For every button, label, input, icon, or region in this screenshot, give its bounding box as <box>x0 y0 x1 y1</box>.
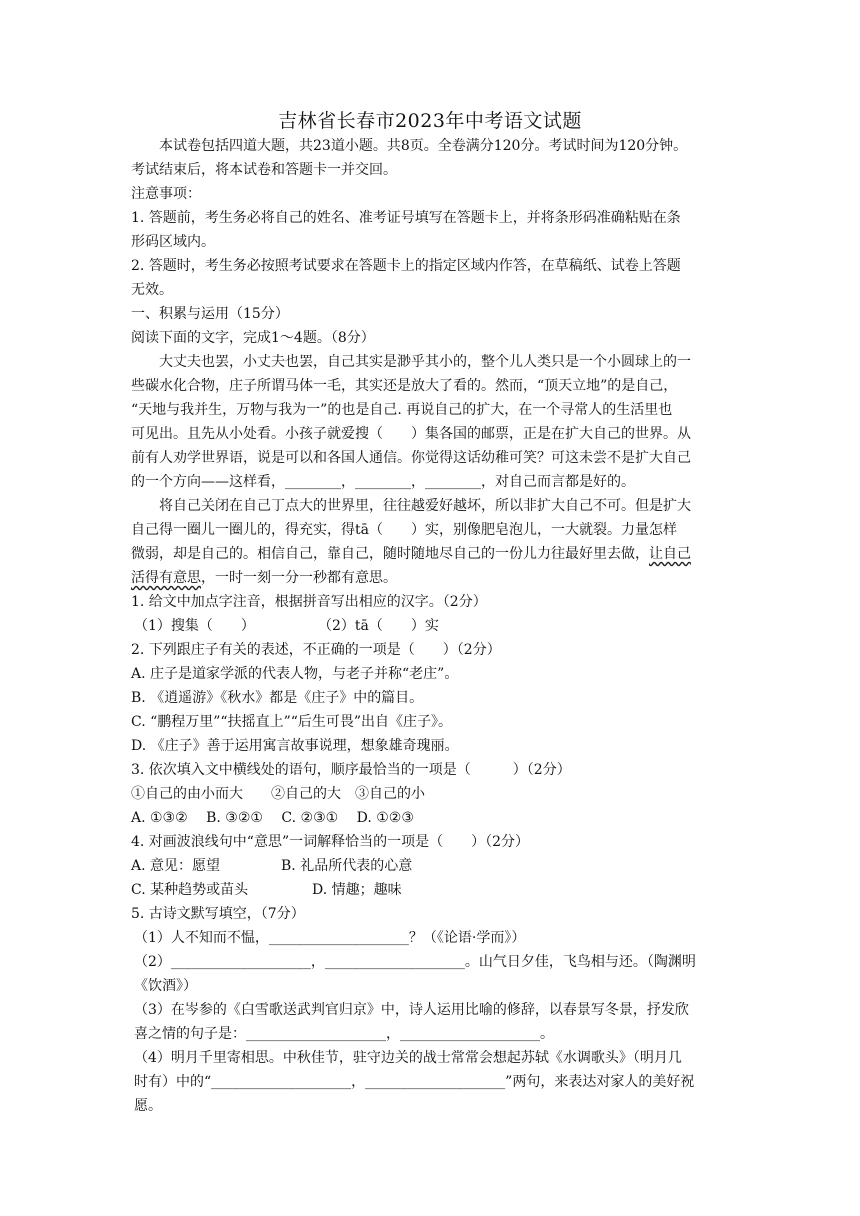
notice-item: 无效。 <box>131 282 173 298</box>
question-3-items: ①自己的由小而大 ②自己的大 ③自己的小 <box>131 786 425 802</box>
question-4-option: A. 意见：愿望 <box>131 858 221 874</box>
question-4-option: D. 情趣；趣味 <box>312 882 402 898</box>
question-5-line: 喜之情的句子是：____________________，____________________。 <box>134 1026 554 1042</box>
question-1-stem: 1. 给文中加点字注音，根据拼音写出相应的汉字。（2分） <box>131 594 487 610</box>
question-3-options: A. ①③② B. ③②① C. ②③① D. ①②③ <box>131 810 414 826</box>
question-4-option: B. 礼品所代表的心意 <box>281 858 413 874</box>
question-2-option: C. “鹏程万里”“扶摇直上”“后生可畏”出自《庄子》。 <box>131 714 453 730</box>
question-2-option: A. 庄子是道家学派的代表人物，与老子并称“老庄”。 <box>131 666 459 682</box>
passage-line: 可见出。且先从小处看。小孩子就爱搜（ ）集各国的邮票，正是在扩大自己的世界。从 <box>131 426 691 442</box>
passage-line: 大丈夫也罢，小丈夫也罢，自己其实是渺乎其小的，整个儿人类只是一个小圆球上的一 <box>159 354 691 370</box>
notice-heading: 注意事项： <box>131 186 201 202</box>
passage-line: 前有人劝学世界语，说是可以和各国人通信。你觉得这话幼稚可笑？可这未尝不是扩大自己 <box>131 450 691 466</box>
question-5-line: 愿。 <box>134 1098 162 1114</box>
notice-item: 2. 答题时，考生务必按照考试要求在答题卡上的指定区域内作答，在草稿纸、试卷上答题 <box>131 258 681 274</box>
question-2-option: B. 《逍遥游》《秋水》都是《庄子》中的篇目。 <box>131 690 424 706</box>
question-4-stem: 4. 对画波浪线句中“意思”一词解释恰当的一项是（ ）（2分） <box>131 834 530 850</box>
passage-text: 微弱，却是自己的。相信自己，靠自己，随时随地尽自己的一份儿力往最好里去做， <box>131 546 649 562</box>
section-instruction: 阅读下面的文字，完成1～4题。（8分） <box>131 330 375 346</box>
question-1-item-a: （1）搜集（ ） <box>134 618 255 634</box>
question-5-stem: 5. 古诗文默写填空，（7分） <box>131 906 305 922</box>
question-4-option: C. 某种趋势或苗头 <box>131 882 249 898</box>
passage-line <box>131 542 731 566</box>
question-5-line: 时有）中的“____________________，____________________”两句，来表达对家人的美好祝 <box>134 1074 695 1090</box>
question-2-stem: 2. 下列跟庄子有关的表述，不正确的一项是（ ）（2分） <box>131 642 501 658</box>
intro-line: 考试结束后，将本试卷和答题卡一并交回。 <box>131 162 397 178</box>
notice-item: 形码区域内。 <box>131 234 215 250</box>
intro-line: 本试卷包括四道大题，共23道小题。共8页。全卷满分120分。考试时间为120分钟。 <box>159 138 688 154</box>
question-1-item-b: （2）tā（ ）实 <box>318 618 439 634</box>
question-2-option: D. 《庄子》善于运用寓言故事说理，想象雄奇瑰丽。 <box>131 738 459 754</box>
passage-line: 的一个方向——这样看，________，________，________，对自己而言都是好的。 <box>131 474 635 490</box>
wavy-underlined-text: 活得有意思 <box>131 570 201 586</box>
wavy-underlined-text: 让自己 <box>649 546 691 562</box>
question-5-line: （2）____________________，____________________。山气日夕佳，飞鸟相与还。（陶渊明 <box>134 954 696 970</box>
passage-line: 自己得一圈儿一圈儿的，得充实，得tā（ ）实，别像肥皂泡儿，一大就裂。力量怎样 <box>131 522 677 538</box>
question-5-line: （3）在岑参的《白雪歌送武判官归京》中，诗人运用比喻的修辞，以春景写冬景，抒发欣 <box>134 1002 689 1018</box>
section-heading: 一、积累与运用（15分） <box>131 306 289 322</box>
passage-line: 些碳水化合物，庄子所谓马体一毛，其实还是放大了看的。然而，“顶天立地”的是自己， <box>131 378 678 394</box>
notice-item: 1. 答题前，考生务必将自己的姓名、准考证号填写在答题卡上，并将条形码准确粘贴在条 <box>131 210 681 226</box>
question-5-line: （1）人不知而不愠，____________________？（《论语·学而》） <box>134 930 526 946</box>
passage-text: ，一时一刻一分一秒都有意思。 <box>201 570 397 586</box>
question-5-line: 《饮酒》） <box>134 978 197 994</box>
passage-line: 将自己关闭在自己丁点大的世界里，往往越爱好越坏，所以非扩大自己不可。但是扩大 <box>159 498 691 514</box>
question-5-line: （4）明月千里寄相思。中秋佳节，驻守边关的战士常常会想起苏轼《水调歌头》（明月几 <box>134 1050 682 1066</box>
passage-line: “天地与我并生，万物与我为一”的也是自己. 再说自己的扩大，在一个寻常人的生活里也 <box>131 402 673 418</box>
passage-line <box>131 566 731 590</box>
page-title: 吉林省长春市2023年中考语文试题 <box>278 110 582 132</box>
question-3-stem: 3. 依次填入文中横线处的语句，顺序最恰当的一项是（ ）（2分） <box>131 762 571 778</box>
